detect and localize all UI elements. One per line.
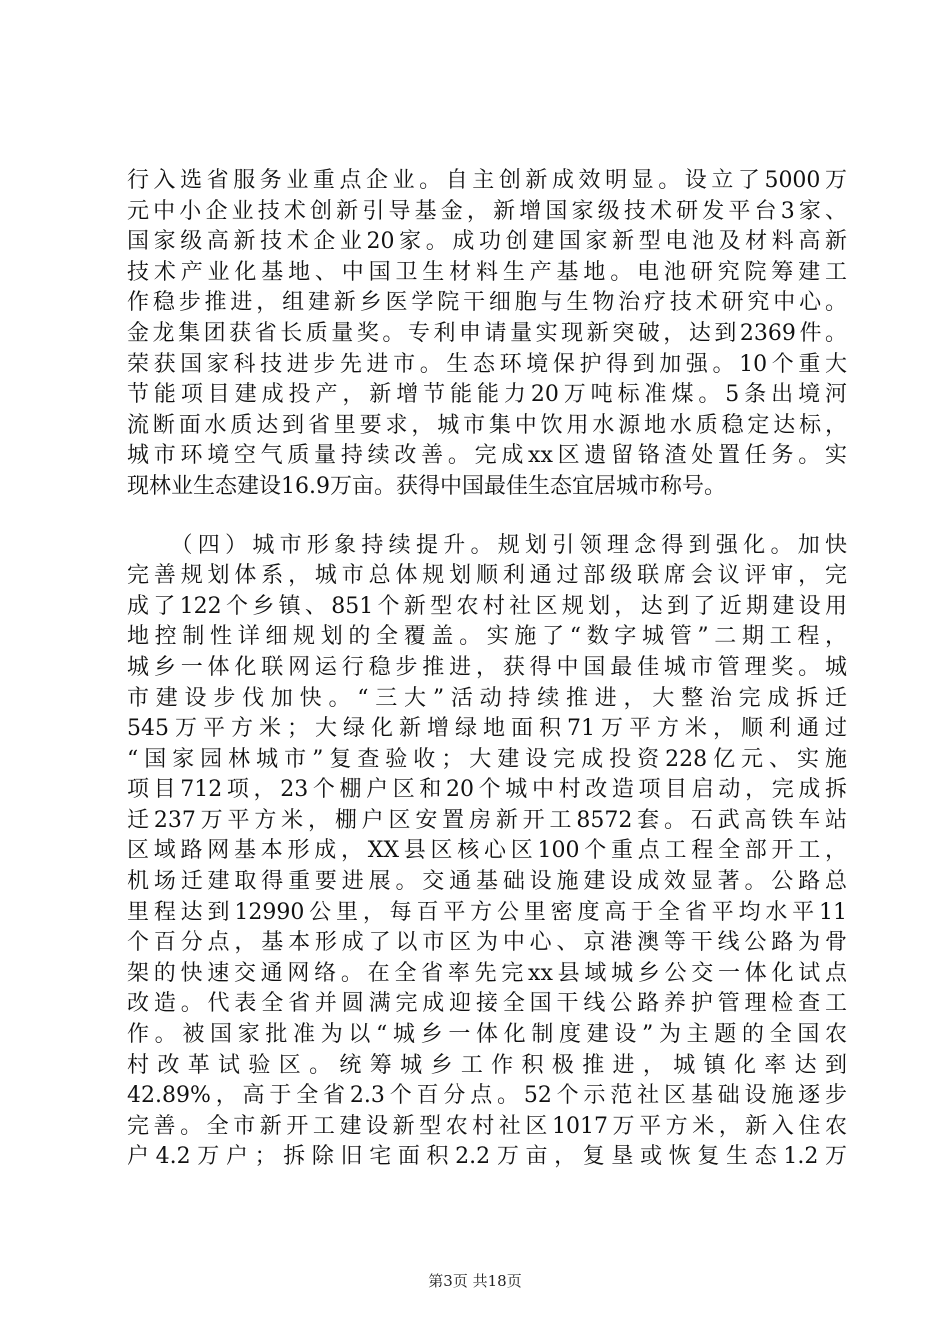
text-line: 改造。代表全省并圆满完成迎接全国干线公路养护管理检查工 [127, 991, 847, 1017]
text-line: 作稳步推进，组建新乡医学院干细胞与生物治疗技术研究中心。 [127, 290, 847, 316]
text-line: 荣获国家科技进步先进市。生态环境保护得到加强。10个重大 [127, 351, 847, 377]
paragraph-gap [127, 503, 847, 531]
text-line: 节能项目建成投产，新增节能能力20万吨标准煤。5条出境河 [127, 382, 847, 408]
text-line: 里程达到12990公里，每百平方公里密度高于全省平均水平11 [127, 899, 847, 925]
text-line: 城乡一体化联网运行稳步推进，获得中国最佳城市管理奖。城 [127, 654, 847, 680]
text-line: 流断面水质达到省里要求，城市集中饮用水源地水质稳定达标， [127, 412, 847, 438]
text-line: 项目712项，23个棚户区和20个城中村改造项目启动，完成拆 [127, 777, 847, 803]
text-line: 国家级高新技术企业20家。成功创建国家新型电池及材料高新 [127, 229, 847, 255]
text-line: 城市环境空气质量持续改善。完成xx区遗留铬渣处置任务。实 [127, 443, 847, 469]
text-line: 完善规划体系，城市总体规划顺利通过部级联席会议评审，完 [127, 563, 847, 589]
page-footer: 第3页 共18页 [428, 1272, 522, 1290]
text-line: 42.89%，高于全省2.3个百分点。52个示范社区基础设施逐步 [127, 1083, 847, 1109]
text-line: “国家园林城市”复查验收；大建设完成投资228亿元、实施 [127, 746, 847, 772]
text-line: 地控制性详细规划的全覆盖。实施了“数字城管”二期工程， [127, 624, 847, 650]
text-line: 个百分点，基本形成了以市区为中心、京港澳等干线公路为骨 [127, 930, 847, 956]
text-line: 金龙集团获省长质量奖。专利申请量实现新突破，达到2369件。 [127, 320, 847, 346]
text-line: 市建设步伐加快。“三大”活动持续推进，大整治完成拆迁 [127, 685, 847, 711]
document-body [127, 166, 847, 1173]
text-line: 现林业生态建设16.9万亩。获得中国最佳生态宜居城市称号。 [127, 473, 726, 499]
text-line: 作。被国家批准为以“城乡一体化制度建设”为主题的全国农 [127, 1022, 847, 1048]
text-line: 户4.2万户；拆除旧宅面积2.2万亩，复垦或恢复生态1.2万 [127, 1144, 847, 1170]
text-line: 完善。全市新开工建设新型农村社区1017万平方米，新入住农 [127, 1113, 847, 1139]
text-line: 545万平方米；大绿化新增绿地面积71万平方米，顺利通过 [127, 716, 847, 742]
paragraph-1 [127, 166, 847, 503]
text-line: 成了122个乡镇、851个新型农村社区规划，达到了近期建设用 [127, 593, 847, 619]
paragraph-2 [127, 531, 847, 1173]
text-line: 迁237万平方米，棚户区安置房新开工8572套。石武高铁车站 [127, 807, 847, 833]
text-line: 架的快速交通网络。在全省率先完xx县域城乡公交一体化试点 [127, 960, 847, 986]
text-line: 机场迁建取得重要进展。交通基础设施建设成效显著。公路总 [127, 869, 847, 895]
text-line: （四）城市形象持续提升。规划引领理念得到强化。加快 [127, 532, 847, 558]
text-line: 区域路网基本形成，XX县区核心区100个重点工程全部开工， [127, 838, 847, 864]
text-line: 技术产业化基地、中国卫生材料生产基地。电池研究院筹建工 [127, 259, 847, 285]
text-line: 元中小企业技术创新引导基金，新增国家级技术研发平台3家、 [127, 198, 847, 224]
text-line: 村改革试验区。统筹城乡工作积极推进，城镇化率达到 [127, 1052, 847, 1078]
text-line: 行入选省服务业重点企业。自主创新成效明显。设立了5000万 [127, 168, 847, 193]
